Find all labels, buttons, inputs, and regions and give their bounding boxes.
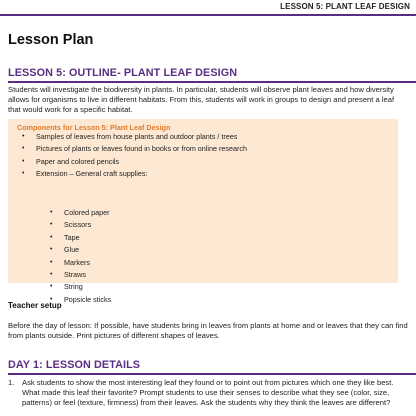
bullet-icon: • <box>50 209 53 216</box>
bullet-icon: • <box>22 170 25 178</box>
bullet-icon: • <box>50 246 53 254</box>
craft-supplies-list <box>50 207 112 306</box>
teacher-setup-paragraph: Before the day of lesson: If possible, have students bring in leaves from plants at home and or leaves that they can find from plants outside. Print pictures of different shapes of leaves. <box>8 321 408 340</box>
bullet-icon: • <box>50 283 53 291</box>
list-item: • String <box>64 281 111 293</box>
day1-heading: DAY 1: LESSON DETAILS <box>8 359 141 371</box>
bullet-icon: • <box>50 295 53 303</box>
item-text: Ask students to show the most interesting leaf they found or to point out from pictures which one they like best. What made this leaf their favorite? Prompt students to use their senses to describe what they see (color, size, patterns) or feel (texture, firmness) from their leaves. Ask the students why they think the leaves are different? <box>22 378 394 407</box>
list-item: • Samples of leaves from house plants and outdoor plants / trees <box>36 131 247 143</box>
list-item: • Paper and colored pencils <box>36 156 247 168</box>
teacher-setup-heading: Teacher setup <box>8 301 62 310</box>
list-item: • Pictures of plants or leaves found in books or from online research <box>36 143 247 155</box>
running-header-text: LESSON 5: PLANT LEAF DESIGN <box>280 2 410 11</box>
outline-heading: LESSON 5: OUTLINE- PLANT LEAF DESIGN <box>8 67 238 79</box>
list-item: • Straws <box>64 269 111 281</box>
outline-heading-rule <box>8 81 416 83</box>
list-item: • Glue <box>64 244 111 256</box>
bullet-icon: • <box>22 145 25 153</box>
components-title: Components for Lesson 5: Plant Leaf Design <box>17 123 171 132</box>
bullet-icon: • <box>50 258 53 266</box>
page-title: Lesson Plan <box>8 32 94 48</box>
bullet-icon: • <box>22 157 25 165</box>
running-header <box>0 0 416 16</box>
day1-heading-rule <box>8 373 416 375</box>
components-box <box>8 119 398 304</box>
list-item: • Scissors <box>64 219 111 231</box>
list-item: • Extension – General craft supplies: <box>36 168 247 180</box>
outline-paragraph: Students will investigate the biodiversity in plants. In particular, students will observe plant leaves and how diversity allows for organisms to live in different habitats. From this, students will work in groups to design and present a leaf that would work for a specific habitat. <box>8 85 395 114</box>
bullet-icon: • <box>50 271 53 279</box>
list-item: • Tape <box>64 232 111 244</box>
list-item: • Colored paper <box>64 207 111 219</box>
bullet-icon: • <box>22 133 25 140</box>
components-list <box>22 131 247 181</box>
bullet-icon: • <box>50 221 53 229</box>
bullet-icon: • <box>50 233 53 241</box>
list-item: • Markers <box>64 257 111 269</box>
item-number: 1. <box>8 378 15 387</box>
day1-list-item <box>8 378 408 408</box>
list-item: • Popsicle sticks <box>64 294 111 306</box>
